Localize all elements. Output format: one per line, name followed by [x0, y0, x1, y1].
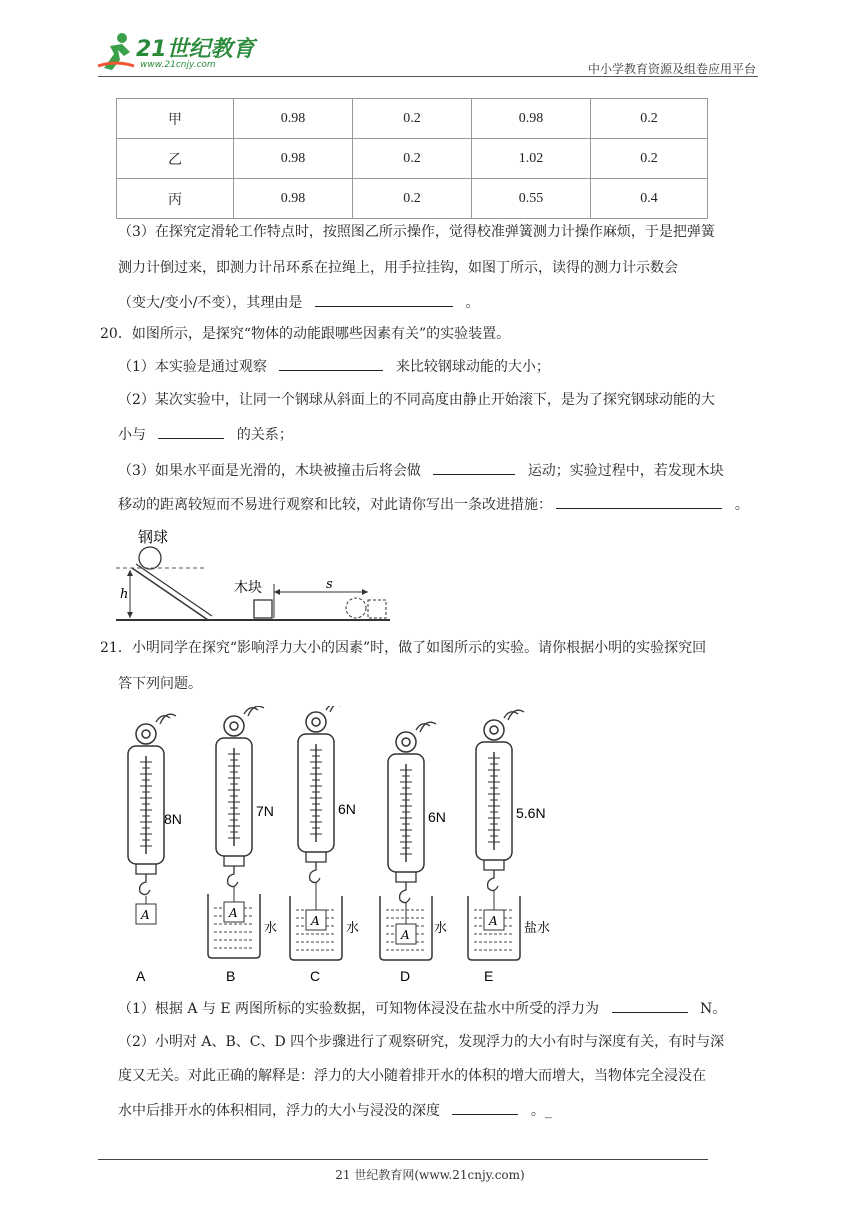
h-label: h	[120, 587, 129, 602]
header-divider	[98, 76, 758, 77]
liquid-label: 盐水	[524, 921, 551, 936]
label-d: D	[400, 968, 411, 984]
label-a: A	[136, 968, 146, 984]
block-label: A	[401, 928, 410, 942]
q19-p3-line2: 测力计倒过来，即测力计吊环系在拉绳上，用手拉挂钩，如图丁所示，读得的测力计示数会	[118, 260, 678, 276]
footer-divider	[98, 1159, 708, 1160]
table-cell: 1.02	[472, 139, 591, 179]
q19-p3-line1: （3）在探究定滑轮工作特点时，按照图乙所示操作，觉得校准弹簧测力计操作麻烦，于是把弹簧	[118, 224, 715, 240]
q21-p2-line3	[118, 1100, 552, 1121]
h-arrow-tail	[127, 612, 133, 618]
q21-p2-line2: 度又无关。对此正确的解释是：浮力的大小随着排开水的体积的增大而增大，当物体完全浸没在	[118, 1068, 706, 1084]
table-cell: 乙	[117, 139, 234, 179]
table-cell: 甲	[117, 99, 234, 139]
table-cell: 丙	[117, 179, 234, 219]
liquid-label: 水	[264, 921, 278, 936]
q21-p1-unit: N。	[699, 1001, 727, 1017]
scale-e	[468, 710, 550, 984]
q20-p1	[118, 356, 550, 377]
answer-blank[interactable]	[556, 494, 722, 509]
q20-p1-text-end: 来比较钢球动能的大小；	[395, 359, 550, 375]
q21-spring-scale-figure	[116, 706, 566, 986]
table-cell: 0.55	[472, 179, 591, 219]
steel-ball-icon	[139, 547, 161, 569]
incline-slope	[132, 568, 208, 620]
scale-a	[128, 714, 182, 984]
block-label: 木块	[234, 580, 262, 596]
q20-p2-line2	[118, 424, 293, 445]
q21-p1-text: （1）根据 A 与 E 两图所标的实验数据，可知物体浸没在盐水中所受的浮力为	[118, 1001, 600, 1017]
s-label: s	[326, 577, 333, 592]
s-arrow-tail	[362, 589, 368, 595]
q19-p3-end: 。	[465, 295, 480, 311]
table-cell: 0.2	[591, 99, 708, 139]
reading-a: 8N	[164, 811, 182, 827]
table-cell: 0.98	[234, 139, 353, 179]
q19-p3-text: （变大/变小/不变），其理由是	[118, 295, 303, 311]
q21-title-line1: 21．小明同学在探究“影响浮力大小的因素”时，做了如图所示的实验。请你根据小明的实验探究回	[100, 640, 707, 656]
label-e: E	[484, 968, 494, 984]
block-label: A	[311, 914, 320, 928]
table-cell: 0.98	[472, 99, 591, 139]
table-cell: 0.2	[353, 99, 472, 139]
logo-url: www.21cnjy.com	[140, 60, 216, 70]
answer-blank[interactable]	[279, 356, 383, 371]
block-label: A	[229, 906, 238, 920]
q20-p3-line2	[118, 494, 749, 515]
q20-p2-line1: （2）某次实验中，让同一个钢球从斜面上的不同高度由静止开始滚下，是为了探究钢球动能的大	[118, 392, 715, 408]
q19-p3-line3	[118, 292, 479, 313]
label-b: B	[226, 968, 236, 984]
scale-d	[380, 722, 447, 984]
scale-c	[290, 706, 359, 984]
answer-blank[interactable]	[433, 460, 515, 475]
incline-slope-inner	[136, 564, 212, 616]
liquid-label: 水	[346, 921, 360, 936]
q20-p2-text-end: 的关系；	[236, 427, 293, 443]
q21-p2-line1: （2）小明对 A、B、C、D 四个步骤进行了观察研究，发现浮力的大小有时与深度有关，有时与深	[118, 1034, 725, 1050]
q21-title-line2: 答下列问题。	[118, 676, 202, 692]
logo-title: 21世纪教育	[136, 37, 255, 62]
table-cell: 0.2	[353, 139, 472, 179]
q21-p1	[118, 998, 726, 1019]
reading-c: 6N	[338, 801, 356, 817]
runner-logo-icon	[96, 30, 136, 72]
answer-blank[interactable]	[315, 292, 453, 307]
q20-p3-end: 。	[734, 497, 749, 513]
answer-blank[interactable]	[158, 424, 224, 439]
q20-title: 20．如图所示，是探究“物体的动能跟哪些因素有关”的实验装置。	[100, 326, 511, 342]
q21-p2-text: 水中后排开水的体积相同，浮力的大小与浸没的深度	[118, 1103, 440, 1119]
answer-blank[interactable]	[612, 998, 688, 1013]
q21-p2-end: 。_	[530, 1103, 552, 1119]
q20-p3-text-mid: 运动；实验过程中，若发现木块	[527, 463, 724, 479]
q20-p3-text2: 移动的距离较短而不易进行观察和比较，对此请你写出一条改进措施：	[118, 497, 552, 513]
q20-p2-text: 小与	[118, 427, 146, 443]
reading-b: 7N	[256, 803, 274, 819]
reading-e: 5.6N	[516, 805, 546, 821]
moved-ball-icon	[346, 598, 366, 618]
answer-blank[interactable]	[452, 1100, 518, 1115]
scale-b	[208, 706, 277, 984]
h-arrow-head	[127, 570, 133, 576]
site-logo	[96, 30, 266, 74]
header-platform-text: 中小学教育资源及组卷应用平台	[587, 62, 756, 76]
table-row	[117, 99, 708, 139]
q20-p3-text: （3）如果水平面是光滑的，木块被撞击后将会做	[118, 463, 421, 479]
table-cell: 0.2	[591, 139, 708, 179]
table-cell: 0.4	[591, 179, 708, 219]
block-label: A	[489, 914, 498, 928]
footer-text: 21 世纪教育网(www.21cnjy.com)	[335, 1168, 525, 1182]
liquid-label: 水	[434, 921, 448, 936]
table-row	[117, 139, 708, 179]
label-c: C	[310, 968, 321, 984]
wood-block-icon	[254, 600, 272, 618]
table-cell: 0.98	[234, 99, 353, 139]
table-row	[117, 179, 708, 219]
q20-p1-text: （1）本实验是通过观察	[118, 359, 267, 375]
block-label: A	[141, 908, 150, 922]
table-cell: 0.2	[353, 179, 472, 219]
moved-block-icon	[368, 600, 386, 618]
table-cell: 0.98	[234, 179, 353, 219]
data-table	[116, 98, 708, 219]
ball-label: 钢球	[138, 528, 169, 546]
reading-d: 6N	[428, 809, 446, 825]
q20-incline-figure	[116, 526, 406, 624]
s-arrow-head	[274, 589, 280, 595]
q20-p3-line1	[118, 460, 724, 481]
